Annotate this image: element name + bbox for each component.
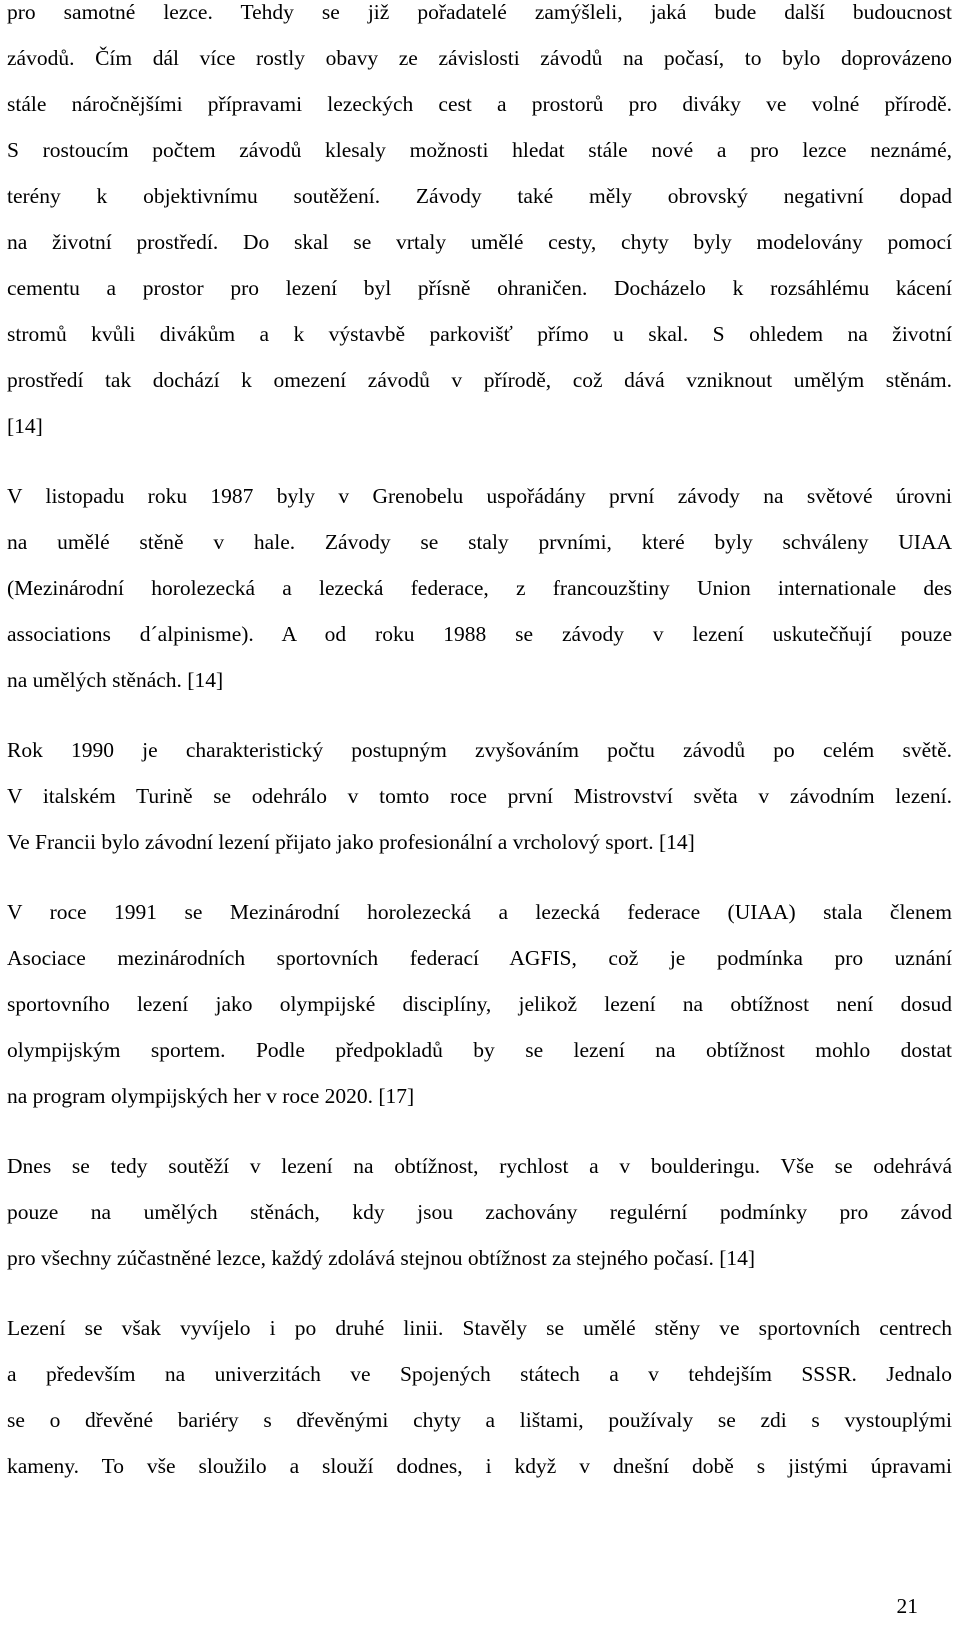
text-line: stále náročnějšími přípravami lezeckých cest a prostorů pro diváky ve volné přírodě. bbox=[7, 92, 952, 116]
text-line: na životní prostředí. Do skal se vrtaly umělé cesty, chyty byly modelovány pomocí bbox=[7, 230, 952, 254]
paragraph bbox=[7, 889, 952, 1119]
text-line: V roce 1991 se Mezinárodní horolezecká a lezecká federace (UIAA) stala členem bbox=[7, 900, 952, 924]
text-line: cementu a prostor pro lezení byl přísně ohraničen. Docházelo k rozsáhlému kácení bbox=[7, 276, 952, 300]
paragraph-gap bbox=[7, 703, 952, 727]
text-line: olympijským sportem. Podle předpokladů by se lezení na obtížnost mohlo dostat bbox=[7, 1038, 952, 1062]
paragraph-gap bbox=[7, 1119, 952, 1143]
text-line: Lezení se však vyvíjelo i po druhé linii. Stavěly se umělé stěny ve sportovních centrech bbox=[7, 1316, 952, 1340]
text-line: Rok 1990 je charakteristický postupným zvyšováním počtu závodů po celém světě. bbox=[7, 738, 952, 762]
text-line: Dnes se tedy soutěží v lezení na obtížnost, rychlost a v boulderingu. Vše se odehrává bbox=[7, 1154, 952, 1178]
text-line: S rostoucím počtem závodů klesaly možnosti hledat stále nové a pro lezce neznámé, bbox=[7, 138, 952, 162]
text-line: kameny. To vše sloužilo a slouží dodnes, i když v dnešní době s jistými úpravami bbox=[7, 1454, 952, 1478]
text-line: závodů. Čím dál více rostly obavy ze závislosti závodů na počasí, to bylo doprovázeno bbox=[7, 46, 952, 70]
document-page bbox=[7, 0, 952, 1489]
text-line: stromů kvůli divákům a k výstavbě parkovišť přímo u skal. S ohledem na životní bbox=[7, 322, 952, 346]
text-line: na umělé stěně v hale. Závody se staly prvními, které byly schváleny UIAA bbox=[7, 530, 952, 554]
paragraph-gap bbox=[7, 865, 952, 889]
text-line: na umělých stěnách. [14] bbox=[7, 668, 224, 692]
text-line: pro všechny zúčastněné lezce, každý zdolává stejnou obtížnost za stejného počasí. [14] bbox=[7, 1246, 756, 1270]
paragraph bbox=[7, 1143, 952, 1281]
text-line: se o dřevěné bariéry s dřevěnými chyty a lištami, používaly se zdi s vystouplými bbox=[7, 1408, 952, 1432]
paragraph bbox=[7, 473, 952, 703]
paragraph-gap bbox=[7, 449, 952, 473]
text-line: V listopadu roku 1987 byly v Grenobelu uspořádány první závody na světové úrovni bbox=[7, 484, 952, 508]
text-line: (Mezinárodní horolezecká a lezecká federace, z francouzštiny Union internationale des bbox=[7, 576, 952, 600]
text-line: sportovního lezení jako olympijské disciplíny, jelikož lezení na obtížnost není dosud bbox=[7, 992, 952, 1016]
text-line: na program olympijských her v roce 2020. [17] bbox=[7, 1084, 415, 1108]
text-line: a především na univerzitách ve Spojených státech a v tehdejším SSSR. Jednalo bbox=[7, 1362, 952, 1386]
paragraph-gap bbox=[7, 1281, 952, 1305]
text-line: Ve Francii bylo závodní lezení přijato jako profesionální a vrcholový sport. [14] bbox=[7, 830, 695, 854]
text-line: pro samotné lezce. Tehdy se již pořadatelé zamýšleli, jaká bude další budoucnost bbox=[7, 0, 952, 24]
text-line: prostředí tak dochází k omezení závodů v přírodě, což dává vzniknout umělým stěnám. bbox=[7, 368, 952, 392]
text-line: terény k objektivnímu soutěžení. Závody také měly obrovský negativní dopad bbox=[7, 184, 952, 208]
paragraph bbox=[7, 1305, 952, 1489]
text-line: [14] bbox=[7, 414, 43, 438]
text-line: pouze na umělých stěnách, kdy jsou zachovány regulérní podmínky pro závod bbox=[7, 1200, 952, 1224]
text-line: associations d´alpinisme). A od roku 1988 se závody v lezení uskutečňují pouze bbox=[7, 622, 952, 646]
paragraph bbox=[7, 727, 952, 865]
paragraph bbox=[7, 0, 952, 449]
text-line: Asociace mezinárodních sportovních federací AGFIS, což je podmínka pro uznání bbox=[7, 946, 952, 970]
text-line: V italském Turině se odehrálo v tomto roce první Mistrovství světa v závodním lezení. bbox=[7, 784, 952, 808]
page-number: 21 bbox=[896, 1594, 918, 1618]
